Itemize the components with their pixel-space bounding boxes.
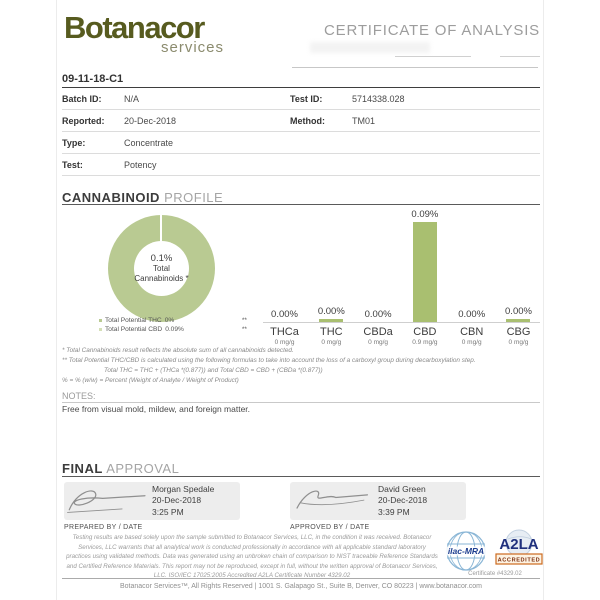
donut-center-value: 0.1% — [150, 253, 173, 264]
bar-value-label: 0.00% — [317, 306, 345, 317]
table-row — [62, 110, 540, 132]
legend-item-thc — [99, 317, 247, 324]
prepared-by-caption: PREPARED BY / DATE — [64, 524, 143, 531]
donut-center-caption: Total — [153, 264, 170, 273]
legend-item-cbd — [99, 326, 247, 333]
field-value: 5714338.028 — [352, 93, 405, 104]
bar-mg-label: 0 mg/g — [368, 339, 389, 346]
signature-prepared-icon — [64, 485, 152, 517]
field-value: N/A — [124, 93, 140, 104]
bar-mg-label: 0 mg/g — [508, 339, 529, 346]
field-label: Test: — [62, 159, 83, 170]
botanacor-logo — [64, 12, 226, 56]
divider — [62, 204, 540, 205]
legend-swatch — [99, 319, 102, 322]
notes-body: Free from visual mold, mildew, and foreign matter. — [62, 404, 251, 414]
legend-value: 0.09% — [165, 326, 184, 333]
legend-label: Total Potential CBD — [105, 326, 163, 333]
section-title-light: APPROVAL — [106, 461, 180, 476]
approved-signer-info — [378, 484, 427, 518]
field-label: Test ID: — [290, 93, 323, 104]
legend-swatch — [99, 328, 102, 331]
logo-wordmark: Botanacor — [64, 10, 204, 45]
redacted-line — [395, 48, 471, 57]
sample-info-table — [62, 88, 540, 176]
ilac-mra-label: ilac-MRA — [447, 546, 485, 556]
bar-value-label: 0.00% — [505, 306, 532, 317]
field-value: 20-Dec-2018 — [124, 115, 177, 126]
field-value: TM01 — [352, 115, 376, 126]
divider — [62, 578, 540, 579]
field-label: Batch ID: — [62, 93, 102, 104]
footnote: % = % (w/w) = Percent (Weight of Analyte / Weight of Product) — [62, 376, 239, 384]
notes-header: NOTES: — [62, 391, 540, 403]
chart-footnotes — [62, 346, 540, 386]
signer-time: 3:25 PM — [152, 506, 184, 517]
accredited-label: ACCREDITED — [497, 557, 541, 564]
bar-column-cbd — [403, 208, 446, 346]
signer-name: David Green — [378, 483, 426, 494]
signer-date: 20-Dec-2018 — [378, 495, 428, 506]
prepared-signer-info — [152, 484, 214, 518]
logo-services-label: services — [160, 39, 224, 56]
total-cannabinoids-donut-chart — [108, 215, 215, 322]
cannabinoid-profile-header — [62, 190, 223, 205]
ilac-mra-logo-icon — [442, 530, 490, 574]
final-approval-header — [62, 461, 179, 476]
footnote: Total THC = THC + (THCa *(0.877)) and Total CBD = CBD + (CBDa *(0.877)) — [104, 366, 323, 374]
bar-category-label: CBDa — [363, 326, 393, 338]
bar — [413, 222, 437, 322]
approved-by-caption: APPROVED BY / DATE — [290, 524, 370, 531]
bar-category-label: CBD — [413, 326, 437, 338]
legend-footnote-mark: ** — [241, 326, 247, 333]
legend-label: Total Potential THC — [105, 317, 162, 324]
field-label: Type: — [62, 137, 86, 148]
bar-mg-label: 0 mg/g — [461, 339, 482, 346]
footer-address-bar: Botanacor Services™, All Rights Reserved | 1001 S. Galapago St., Suite B, Denver, CO 80223 | www.botanacor.com — [120, 583, 482, 590]
signer-time: 3:39 PM — [378, 506, 410, 517]
table-row — [62, 132, 540, 154]
bar-mg-label: 0 mg/g — [274, 339, 295, 346]
bar-category-label: THC — [319, 326, 343, 338]
table-row — [62, 154, 540, 176]
signature-approved-icon — [290, 485, 378, 517]
cannabinoid-bar-chart — [263, 208, 540, 346]
bar-columns — [263, 208, 540, 346]
bar-mg-label: 0 mg/g — [321, 339, 342, 346]
bar-value-label: 0.09% — [411, 209, 439, 220]
divider — [62, 476, 540, 477]
redacted-line — [500, 48, 540, 57]
section-title-strong: CANNABINOID — [62, 190, 160, 205]
prepared-signature-block — [64, 482, 240, 520]
field-value: Concentrate — [124, 137, 174, 148]
bar-value-label: 0.00% — [271, 309, 298, 320]
section-title-strong: FINAL — [62, 461, 103, 476]
field-value: Potency — [124, 159, 157, 170]
legal-disclaimer: Testing results are based solely upon the sample submitted to Botanacor Services, LLC, in the condition it was received. Botanacor Services, LLC warrants that all analytical work is conducted professionally in accordance with all applicable standard laboratory practices using validated methods. Data was generated using an unbroken chain of comparison to NIST traceable Reference Standards and Certified Reference Materials. This report may not be reproduced, except in full, without the written approval of Botanacor Services, LLC. ISO/IEC 17025:2005 Accredited A2LA Certificate Number 4329.02 — [66, 534, 438, 580]
signer-name: Morgan Spedale — [152, 483, 215, 494]
bar-column-cbn — [450, 208, 493, 346]
bar-value-label: 0.00% — [458, 309, 486, 320]
field-label: Method: — [290, 115, 325, 126]
bar-column-thc — [310, 208, 353, 346]
bar-value-label: 0.00% — [364, 309, 392, 320]
donut-legend — [99, 317, 247, 335]
a2la-accredited-logo-icon — [494, 528, 544, 570]
sample-id: 09-11-18-C1 — [62, 73, 124, 85]
bar-column-thca — [263, 208, 306, 346]
x-axis-line — [263, 322, 540, 323]
bar-category-label: CBN — [460, 326, 484, 338]
a2la-label: A2LA — [499, 536, 539, 553]
bar-category-label: CBG — [506, 326, 531, 338]
bar-category-label: THCa — [270, 326, 299, 338]
field-label: Reported: — [62, 115, 105, 126]
section-title-light: PROFILE — [164, 190, 224, 205]
donut-center-label — [108, 215, 215, 322]
table-row — [62, 88, 540, 110]
redacted-line — [292, 59, 538, 68]
certificate-title: CERTIFICATE OF ANALYSIS — [324, 22, 540, 39]
bar-mg-label: 0.9 mg/g — [412, 339, 438, 346]
donut-center-caption: Cannabinoids * — [134, 274, 189, 283]
footnote: ** Total Potential THC/CBD is calculated using the following formulas to take into account the loss of a carboxyl group during decarboxylation step. — [62, 356, 476, 364]
bar-column-cbda — [357, 208, 400, 346]
footnote: * Total Cannabinoids result reflects the absolute sum of all cannabinoids detected. — [62, 347, 294, 354]
certificate-number: Certificate #4329.02 — [468, 571, 522, 577]
legend-value: 0% — [164, 317, 175, 324]
legend-footnote-mark: ** — [241, 317, 247, 324]
approved-signature-block — [290, 482, 466, 520]
signer-date: 20-Dec-2018 — [152, 495, 202, 506]
bar-column-cbg — [497, 208, 540, 346]
